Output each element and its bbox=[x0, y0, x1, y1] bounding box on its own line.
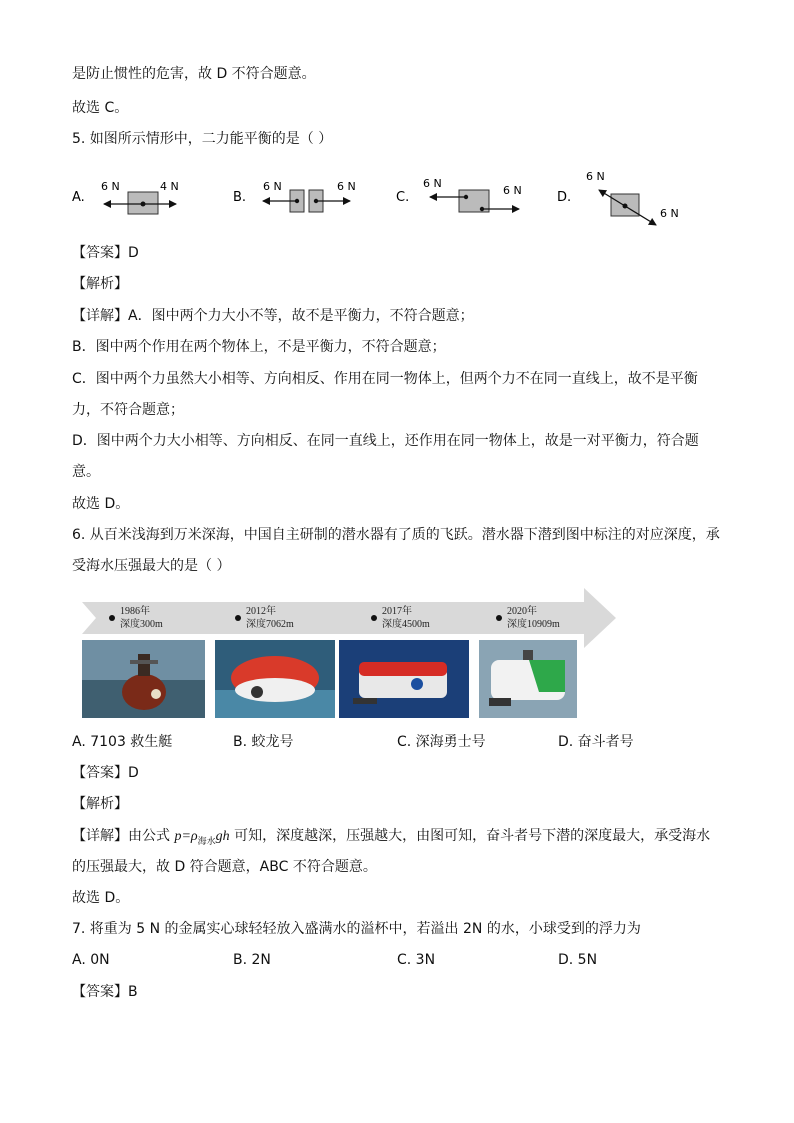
timeline-year: 2017年 bbox=[382, 606, 412, 617]
option-d-letter: D. bbox=[557, 190, 572, 205]
selection-line: 故选 D。 bbox=[72, 496, 130, 512]
formula: gh bbox=[215, 829, 230, 844]
timeline-year: 2012年 bbox=[246, 606, 276, 617]
force-point bbox=[141, 202, 146, 207]
photo-fendouzhe bbox=[479, 640, 577, 718]
explanation-line: 【详解】A．图中两个力大小不等，故不是平衡力，不符合题意； bbox=[72, 308, 474, 324]
timeline-dot bbox=[496, 615, 502, 621]
force-point bbox=[464, 195, 468, 199]
explanation-line: B．图中两个作用在两个物体上，不是平衡力，不符合题意； bbox=[72, 339, 446, 355]
option-c: C. 深海勇士号 bbox=[397, 734, 486, 750]
force-label: 6 N bbox=[660, 207, 679, 220]
answer-6: 【答案】D bbox=[72, 765, 139, 781]
submersible-timeline bbox=[0, 588, 794, 648]
timeline-depth: 深度10909m bbox=[507, 619, 560, 630]
force-point bbox=[480, 207, 484, 211]
explanation-line bbox=[72, 826, 710, 852]
force-label: 6 N bbox=[503, 184, 522, 197]
text-line: 故选 C。 bbox=[72, 100, 129, 116]
timeline-year: 2020年 bbox=[507, 606, 537, 617]
option-c: C. 3N bbox=[397, 952, 436, 968]
option-a: A. 0N bbox=[72, 952, 110, 968]
option-d: D. 5N bbox=[558, 952, 598, 968]
option-b: B. 蛟龙号 bbox=[233, 734, 294, 750]
timeline-dot bbox=[109, 615, 115, 621]
option-b: B. 2N bbox=[233, 952, 271, 968]
analysis-heading: 【解析】 bbox=[72, 796, 128, 812]
option-d: D. 奋斗者号 bbox=[558, 734, 634, 750]
force-label: 6 N bbox=[337, 180, 356, 193]
force-label: 6 N bbox=[423, 177, 442, 190]
option-a-letter: A. bbox=[72, 190, 85, 205]
force-label: 6 N bbox=[101, 180, 120, 193]
timeline-depth: 深度300m bbox=[120, 619, 163, 630]
force-point bbox=[295, 199, 299, 203]
explanation-line: 力，不符合题意； bbox=[72, 402, 184, 418]
explanation-line: 的压强最大，故 D 符合题意，ABC 不符合题意。 bbox=[72, 859, 377, 875]
force-point bbox=[623, 204, 628, 209]
option-a: A. 7103 救生艇 bbox=[72, 734, 173, 750]
formula: p=ρ bbox=[174, 829, 198, 844]
option-b-letter: B. bbox=[233, 190, 247, 205]
formula-subscript: 海水 bbox=[197, 836, 216, 847]
photo-shenhai-yongshi bbox=[339, 640, 469, 718]
photo-jiaolong bbox=[215, 640, 335, 718]
selection-line: 故选 D。 bbox=[72, 890, 130, 906]
text-line: 是防止惯性的危害，故 D 不符合题意。 bbox=[72, 66, 316, 82]
timeline-dot bbox=[371, 615, 377, 621]
timeline-arrow bbox=[82, 588, 616, 648]
timeline-year: 1986年 bbox=[120, 606, 150, 617]
timeline-depth: 深度4500m bbox=[382, 619, 430, 630]
option-c-letter: C. bbox=[396, 190, 410, 205]
question-7: 7. 将重为 5 N 的金属实心球轻轻放入盛满水的溢杯中，若溢出 2N 的水，小球受到的浮力为 bbox=[72, 921, 641, 937]
explanation-prefix: 【详解】由公式 bbox=[72, 828, 175, 844]
force-label: 4 N bbox=[160, 180, 179, 193]
explanation-line: C．图中两个力虽然大小相等、方向相反、作用在同一物体上，但两个力不在同一直线上，故不是平衡 bbox=[72, 371, 698, 387]
question-6: 6. 从百米浅海到万米深海，中国自主研制的潜水器有了质的飞跃。潜水器下潜到图中标注的对应深度，承 bbox=[72, 527, 720, 543]
q5-force-diagrams bbox=[0, 170, 794, 230]
force-point bbox=[314, 199, 318, 203]
question-5: 5. 如图所示情形中，二力能平衡的是（ ） bbox=[72, 131, 333, 147]
analysis-heading: 【解析】 bbox=[72, 276, 128, 292]
timeline-dot bbox=[235, 615, 241, 621]
force-label: 6 N bbox=[586, 170, 605, 183]
explanation-line: D．图中两个力大小相等、方向相反、在同一直线上，还作用在同一物体上，故是一对平衡力，符合题 bbox=[72, 433, 699, 449]
photo-7103-rescue-vessel bbox=[82, 640, 205, 718]
explanation-line: 意。 bbox=[72, 464, 100, 480]
answer-5: 【答案】D bbox=[72, 245, 139, 261]
question-6-cont: 受海水压强最大的是（ ） bbox=[72, 558, 231, 574]
explanation-rest: 可知，深度越深，压强越大，由图可知，奋斗者号下潜的深度最大，承受海水 bbox=[229, 828, 711, 844]
timeline-depth: 深度7062m bbox=[246, 619, 294, 630]
answer-7: 【答案】B bbox=[72, 984, 138, 1000]
force-label: 6 N bbox=[263, 180, 282, 193]
